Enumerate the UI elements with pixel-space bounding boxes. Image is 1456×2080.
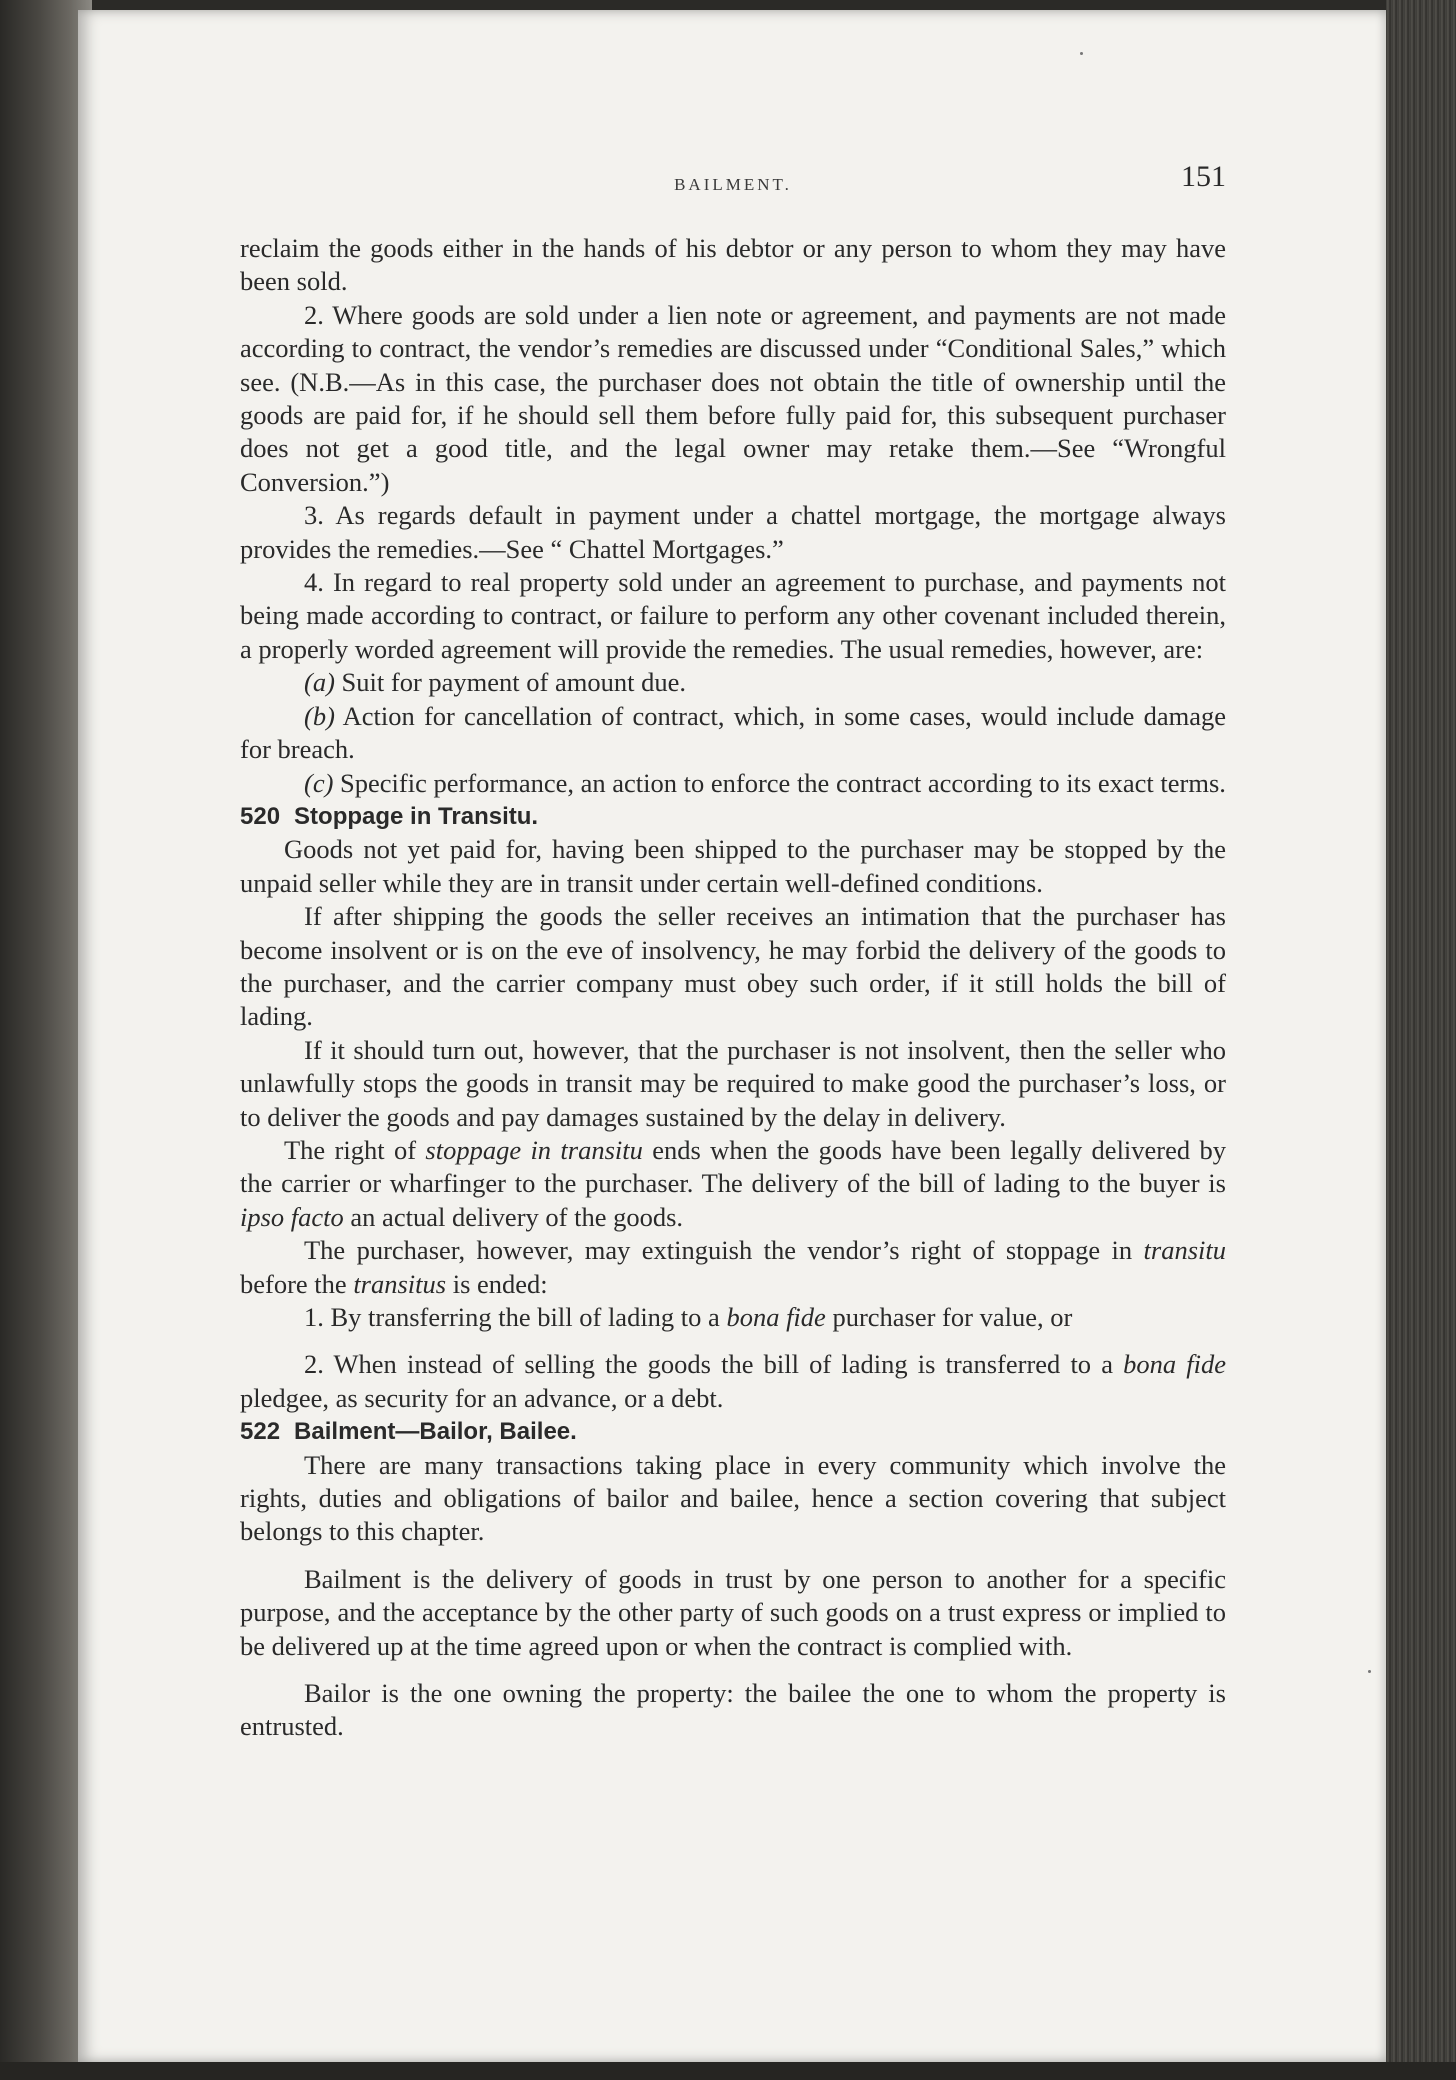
text-run: purchaser for value, or	[825, 1302, 1073, 1332]
text-run: The purchaser, however, may extinguish the vendor’s right of stoppage in	[304, 1235, 1144, 1266]
paper-speck	[1368, 1670, 1371, 1673]
paper-speck	[1080, 52, 1083, 55]
italic-term: ipso facto	[240, 1201, 344, 1232]
paragraph-stoppage-3: If it should turn out, however, that the purchaser is not insolvent, then the seller who unlawfully stops the goods in transit may be required to make good the purchaser’s loss, or to deliver the goods and pay damages sustained by the delay in delivery.	[240, 1034, 1226, 1132]
spacer	[240, 1549, 1226, 1563]
paragraph-stoppage-7	[240, 1348, 1226, 1415]
italic-term: bona fide	[1123, 1349, 1226, 1380]
remedy-c-text: Specific performance, an action to enforce the contract according to its exact terms.	[333, 767, 1226, 798]
spacer	[240, 1663, 1226, 1677]
paragraph-conditional-sales: 2. Where goods are sold under a lien note or agreement, and payments are not made according to contract, the vendor’s remedies are discussed under “Conditional Sales,” which see. (N.B.—As in this case, the purchaser does not obtain the title of ownership until the goods are paid for, if he should sell them before fully paid for, this subsequent purchaser does not get a good title, and the legal owner may retake them.—See “Wrongful Conversion.”)	[240, 299, 1226, 497]
paragraph-stoppage-6	[240, 1301, 1226, 1334]
spacer	[240, 1334, 1226, 1348]
remedy-b-marker: (b)	[304, 700, 335, 731]
remedy-c-marker: (c)	[304, 767, 334, 798]
italic-term: transitus	[353, 1268, 447, 1299]
remedy-a	[240, 666, 1226, 699]
text-run: before the	[240, 1268, 354, 1299]
text-run: is ended:	[446, 1268, 548, 1299]
remedy-a-marker: (a)	[304, 667, 335, 698]
text-run: 2. When instead of selling the goods the bill of lading is transferred to a	[304, 1349, 1124, 1380]
paragraph-stoppage-1: Goods not yet paid for, having been shipped to the purchaser may be stopped by the unpaid seller while they are in transit under certain well-defined conditions.	[240, 834, 1226, 898]
section-title: Stoppage in Transitu.	[294, 802, 539, 830]
text-run: pledgee, as security for an advance, or a debt.	[240, 1382, 724, 1413]
italic-term: transitu	[1143, 1235, 1226, 1266]
section-number: 520	[240, 802, 281, 830]
text-run: The right of	[284, 1134, 426, 1165]
paragraph-continuation: reclaim the goods either in the hands of his debtor or any person to whom they may have been sold.	[240, 233, 1226, 297]
section-title: Bailment—Bailor, Bailee.	[294, 1418, 577, 1446]
page-number: 151	[1181, 160, 1226, 193]
remedy-a-text: Suit for payment of amount due.	[334, 667, 686, 698]
text-run: an actual delivery of the goods.	[343, 1201, 684, 1232]
paragraph-bailment-3: Bailor is the one owning the property: the bailee the one to whom the property is entrusted.	[240, 1678, 1226, 1742]
paragraph-stoppage-4	[240, 1134, 1226, 1234]
paragraph-bailment-2: Bailment is the delivery of goods in trust by one person to another for a specific purpose, and the acceptance by the other party of such goods on a trust express or implied to be delivered up at the time agreed upon or when the contract is complied with.	[240, 1563, 1226, 1661]
italic-term: stoppage in transitu	[425, 1134, 643, 1165]
paragraph-stoppage-2: If after shipping the goods the seller receives an intimation that the purchaser has become insolvent or is on the eve of insolvency, he may forbid the delivery of the goods to the purchaser, and the carrier company must obey such order, if it still holds the bill of lading.	[240, 901, 1226, 1032]
paragraph-real-property: 4. In regard to real property sold under an agreement to purchase, and payments not being made according to contract, or failure to perform any other covenant included therein, a properly worded agreement will provide the remedies. The usual remedies, however, are:	[240, 567, 1226, 664]
section-number: 522	[240, 1418, 281, 1446]
paragraph-chattel-mortgage: 3. As regards default in payment under a chattel mortgage, the mortgage always provides the remedies.—See “ Chattel Mortgages.”	[240, 500, 1226, 564]
text-run: 1. By transferring the bill of lading to a	[304, 1302, 727, 1332]
section-heading-522	[240, 1415, 1226, 1448]
remedy-b	[240, 700, 1226, 767]
text-run: ends when the goods have been legally delivered by the carrier or wharfinger to the purchaser. The delivery of the bill of lading to the buyer is	[240, 1134, 1227, 1199]
running-title: BAILMENT.	[674, 175, 792, 194]
remedy-b-text: Action for cancellation of contract, which, in some cases, would include damage for breach.	[240, 700, 1226, 765]
remedy-c	[240, 767, 1226, 800]
book-page-edges-right	[1386, 0, 1456, 2080]
page-content	[240, 160, 1226, 1744]
paragraph-bailment-1: There are many transactions taking place in every community which involve the rights, duties and obligations of bailor and bailee, hence a section covering that subject belongs to this chapter.	[240, 1449, 1226, 1547]
italic-term: bona fide	[726, 1302, 826, 1332]
book-edge-bottom	[0, 2062, 1456, 2080]
section-heading-520	[240, 800, 1226, 833]
running-head	[240, 160, 1226, 194]
paragraph-stoppage-5	[240, 1234, 1226, 1301]
